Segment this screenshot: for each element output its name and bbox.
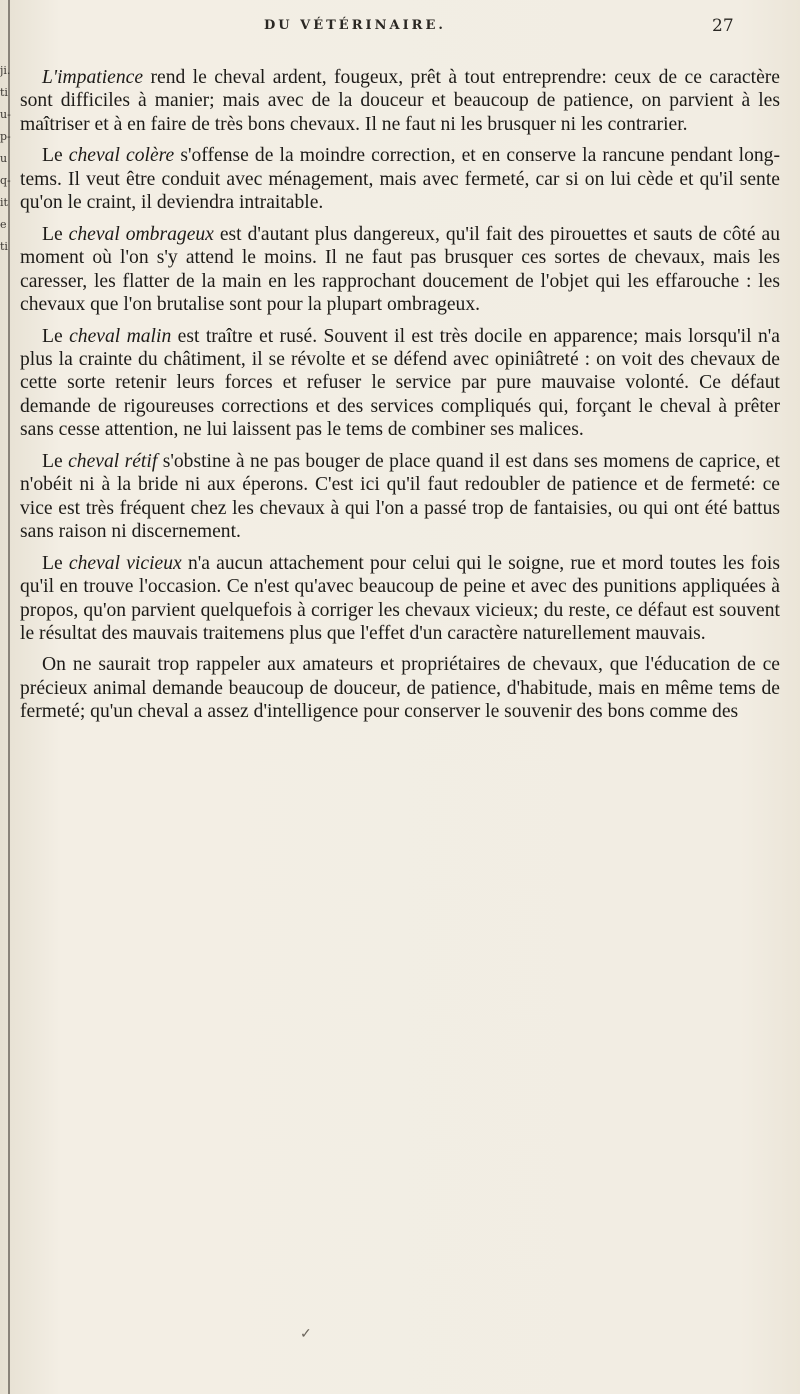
margin-fragment: e xyxy=(0,218,7,231)
paragraph-text: s'offense de la moindre correction, et en conserve la rancune pendant long-tems. Il veut être conduit avec ménagement, mais avec fermeté, car si on lui cède et qu'il sente qu'on le craint, il deviendra intraitable. xyxy=(20,145,780,214)
margin-fragment: it xyxy=(0,196,8,209)
paragraph-prefix: Le xyxy=(42,223,69,245)
paragraph-text: s'obstine à ne pas bouger de place quand il est dans ses momens de caprice, et n'obéit ni à la bride ni aux éperons. C'est ici qu'il faut redoubler de patience et de fermeté: ce vice est très fréquent chez les chevaux à qui l'on a passé trop de fantaisies, ou qui ont été battus sans raison ni discernement. xyxy=(20,450,780,543)
margin-fragment: ji. xyxy=(0,64,11,77)
term-cheval-colere: cheval colère xyxy=(68,145,175,167)
term-cheval-vicieux: cheval vicieux xyxy=(68,552,182,574)
margin-fragment: ti xyxy=(0,86,8,99)
margin-fragment: u xyxy=(0,152,8,165)
page-number: 27 xyxy=(712,16,734,36)
margin-fragment: u- xyxy=(0,108,11,121)
paragraph-conclusion xyxy=(20,653,780,723)
margin-fragment: ti xyxy=(0,240,8,253)
paragraph-cheval-ombrageux xyxy=(20,223,780,317)
body-text xyxy=(20,66,780,732)
paragraph-prefix: Le xyxy=(42,450,69,472)
paragraph-prefix: Le xyxy=(42,325,70,347)
running-title: DU VÉTÉRINAIRE. xyxy=(264,18,446,33)
paragraph-impatience xyxy=(20,66,780,136)
paragraph-text: est traître et rusé. Souvent il est très docile en apparence; mais lorsqu'il n'a plus la crainte du châtiment, il se révolte et se défend avec opiniâtreté : on voit des chevaux de cette sorte retenir leurs forces et refuser le service par pure mauvaise volonté. Ce défaut demande de rigoureuses corrections et des services compliqués qui, forçant le cheval à prêter sans cesse attention, ne lui laissent pas le tems de combiner ses malices. xyxy=(20,325,780,441)
paragraph-text: rend le cheval ardent, fougeux, prêt à tout entreprendre: ceux de ce caractère sont difficiles à manier; mais avec de la douceur et beaucoup de patience, on parvient à les maîtriser et à en faire de très bons chevaux. Il ne faut ni les brusquer ni les contrarier. xyxy=(20,67,780,135)
paragraph-prefix: Le xyxy=(42,145,69,167)
term-cheval-retif: cheval rétif xyxy=(68,450,158,472)
paragraph-text: On ne saurait trop rappeler aux amateurs et propriétaires de chevaux, que l'éducation de ce précieux animal demande beaucoup de douceur, de patience, d'habitude, mais en même tems de fermeté; qu'un cheval a assez d'intelligence pour conserver le souvenir des bons comme des xyxy=(20,654,780,723)
paragraph-cheval-malin xyxy=(20,325,780,442)
margin-fragment: p- xyxy=(0,130,11,143)
paragraph-prefix: Le xyxy=(42,552,69,574)
paragraph-text: n'a aucun attachement pour celui qui le soigne, rue et mord toutes les fois qu'il en trouve l'occasion. Ce n'est qu'avec beaucoup de peine et avec des punitions appliquées à propos, qu'on parvient quelquefois à corriger les chevaux vicieux; du reste, ce défaut est souvent le résultat des mauvais traitemens plus que l'effet d'un caractère naturellement mauvais. xyxy=(20,552,780,644)
margin-fragment: q- xyxy=(0,174,11,187)
term-cheval-ombrageux: cheval ombrageux xyxy=(68,223,214,245)
paragraph-cheval-retif xyxy=(20,450,780,544)
margin-fragments xyxy=(0,60,12,258)
paragraph-text: est d'autant plus dangereux, qu'il fait des pirouettes et sauts de côté au moment où l'on s'y attend le moins. Il ne faut pas brusquer ces sortes de chevaux, mais les caresser, les flatter de la main en les rapprochant doucement de l'objet qui les effarouche : les chevaux que l'on brutalise sont pour la plupart ombrageux. xyxy=(20,223,780,316)
paragraph-cheval-colere xyxy=(20,144,780,214)
paragraph-cheval-vicieux xyxy=(20,552,780,646)
term-cheval-malin: cheval malin xyxy=(69,325,172,347)
printer-mark: ✓ xyxy=(300,1326,312,1342)
page-header xyxy=(0,10,800,44)
term-impatience: L'impatience xyxy=(42,67,144,88)
